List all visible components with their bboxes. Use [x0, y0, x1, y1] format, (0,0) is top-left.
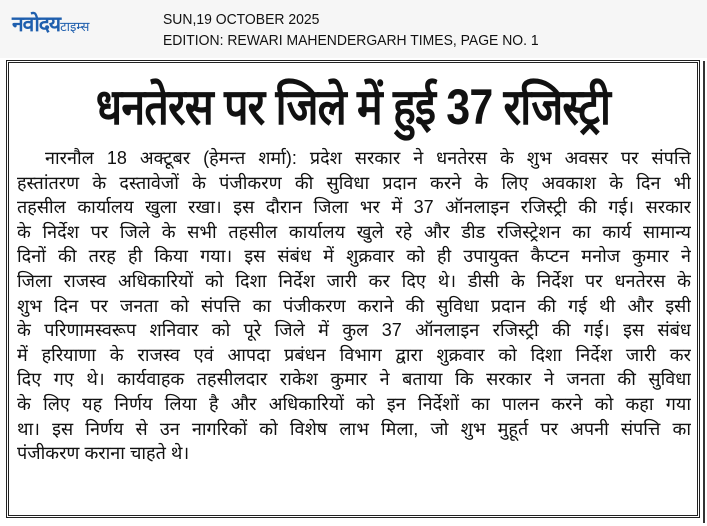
- article-line: तहसील कार्यालय खुला रखा। इस दौरान जिला भर में 37 ऑनलाइन रजिस्ट्री की गई। सरकार: [17, 197, 691, 218]
- publication-date: SUN,19 OCTOBER 2025: [163, 11, 320, 28]
- article-box: [6, 60, 700, 518]
- article-line: दिनों की तरह ही किया गया। इस संबंध में शुक्रवार को ही उपायुक्त कैप्टन मनोज कुमार ने: [17, 246, 691, 267]
- article-headline: धनतेरस पर जिले में हुई 37 रजिस्ट्री: [95, 79, 611, 135]
- article-line: के निर्देश पर जिले के सभी तहसील कार्यालय खुले रहे और डीड रजिस्ट्रेशन का कार्य सामान्य: [17, 221, 691, 242]
- article-line: के लिए यह निर्णय लिया है और अधिकारियों को इन निर्देशों का पालन करने को कहा गया: [17, 393, 691, 414]
- article-line: था। इस निर्णय से उन नागरिकों को विशेष लाभ मिला, जो शुभ मुहूर्त पर अपनी संपत्ति का: [17, 418, 691, 439]
- article-line: पंजीकरण कराना चाहते थे।: [17, 443, 190, 464]
- edition-label: EDITION: REWARI MAHENDERGARH TIMES, PAGE NO. 1: [163, 32, 539, 49]
- article-line: के परिणामस्वरूप शनिवार को पूरे जिले में कुल 37 ऑनलाइन रजिस्ट्री की गई। इस संबंध: [17, 320, 691, 341]
- newspaper-logo: [12, 10, 89, 38]
- article-line: हस्तांतरण के दस्तावेजों के पंजीकरण की सुविधा प्रदान करने के लिए अवकाश के दिन भी: [17, 172, 691, 193]
- edition-info: [163, 9, 539, 51]
- logo-sub-text: टाइम्स: [60, 19, 90, 34]
- article-line: शुभ दिन पर जनता को संपत्ति का पंजीकरण कराने की सुविधा प्रदान की गई थी और इसी: [17, 295, 691, 316]
- clipping-header: [0, 0, 707, 58]
- article-line: नारनौल 18 अक्टूबर (हेमन्त शर्मा): प्रदेश सरकार ने धनतेरस के शुभ अवसर पर संपत्ति: [45, 148, 691, 168]
- article-line: में हरियाणा के राजस्व एवं आपदा प्रबंधन विभाग द्वारा शुक्रवार को दिशा निर्देश जारी कर: [17, 344, 691, 365]
- logo-main-text: नवोदय: [12, 13, 61, 36]
- article-line: जिला राजस्व अधिकारियों को दिशा निर्देश जारी कर दिए थे। डीसी के निर्देश पर धनतेरस के: [17, 270, 691, 291]
- article-body: [17, 146, 691, 466]
- article-line: दिए गए थे। कार्यवाहक तहसीलदार राकेश कुमार ने बताया कि सरकार ने जनता की सुविधा: [17, 369, 691, 390]
